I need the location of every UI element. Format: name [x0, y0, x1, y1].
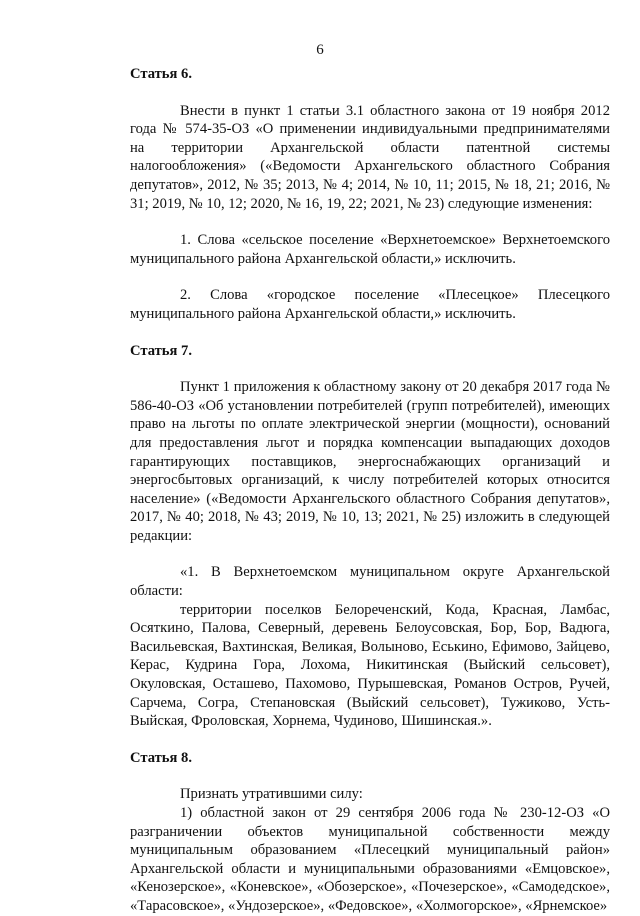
article-7-intro: Пункт 1 приложения к областному закону от 20 декабря 2017 года № 586-40-ОЗ «Об установлении потребителей (групп потребителей), имеющих право на льготы по оплате электрической энергии (мощности), оснований для предоставления льгот и порядка компенсации выпадающих доходов гарантирующих поставщиков, энергоснабжающих организаций и энергосбытовых организаций, к числу потребителей которых относится население» («Ведомости Архангельского областного Собрания депутатов», 2017, № 40; 2018, № 43; 2019, № 10, 13; 2021, № 25) изложить в следующей редакции: [130, 379, 610, 544]
article-7-quote-1: «1. В Верхнетоемском муниципальном округе Архангельской области: [130, 564, 610, 600]
article-6-intro: Внести в пункт 1 статьи 3.1 областного закона от 19 ноября 2012 года № 574-35-ОЗ «О применении индивидуальными предпринимателями на территории Архангельской области патентной системы налогообложения» («Ведомости Архангельского областного Собрания депутатов», 2012, № 35; 2013, № 4; 2014, № 10, 11; 2015, № 18, 21; 2016, № 31; 2019, № 10, 12; 2020, № 16, 19, 22; 2021, № 23) следующие изменения: [130, 102, 610, 212]
article-6-heading: Статья 6. [130, 66, 192, 82]
page-number: 6 [316, 42, 324, 58]
article-7-heading: Статья 7. [130, 342, 192, 359]
article-8-heading: Статья 8. [130, 749, 192, 766]
article-6-item-2: 2. Слова «городское поселение «Плесецкое» Плесецкого муниципального района Архангельской области,» исключить. [130, 287, 610, 322]
article-7-quote-2: территории поселков Белореченский, Кода, Красная, Ламбас, Осяткино, Палова, Северный, деревень Белоусовская, Бор, Бор, Вадюга, Васильевская, Вахтинская, Великая, Волыново, Еськино, Ефимово, Зайцево, Керас, Кудрина Гора, Лохома, Никитинская (Выйский сельсовет), Окуловская, Осташево, Пахомово, Пурышевская, Романов Остров, Ручей, Сарчема, Согра, Степановская (Выйский сельсовет), Тужиково, Усть-Выйская, Фроловская, Хорнема, Чудиново, Шишинская.». [130, 601, 610, 730]
article-6-item-1: 1. Слова «сельское поселение «Верхнетоемское» Верхнетоемского муниципального района Архангельской области,» исключить. [130, 232, 610, 267]
article-8-intro: Признать утратившими силу: [180, 786, 363, 803]
article-8-item-1: 1) областной закон от 29 сентября 2006 года № 230-12-ОЗ «О разграничении объектов муниципальной собственности между муниципальным образованием «Плесецкий муниципальный район» Архангельской области и муниципальными образованиями «Емцовское», «Кенозерское», «Коневское», «Обозерское», «Почезерское», «Самодедское», «Тарасовское», «Ундозерское», «Федовское», «Холмогорское», «Ярнемское» [130, 805, 610, 914]
